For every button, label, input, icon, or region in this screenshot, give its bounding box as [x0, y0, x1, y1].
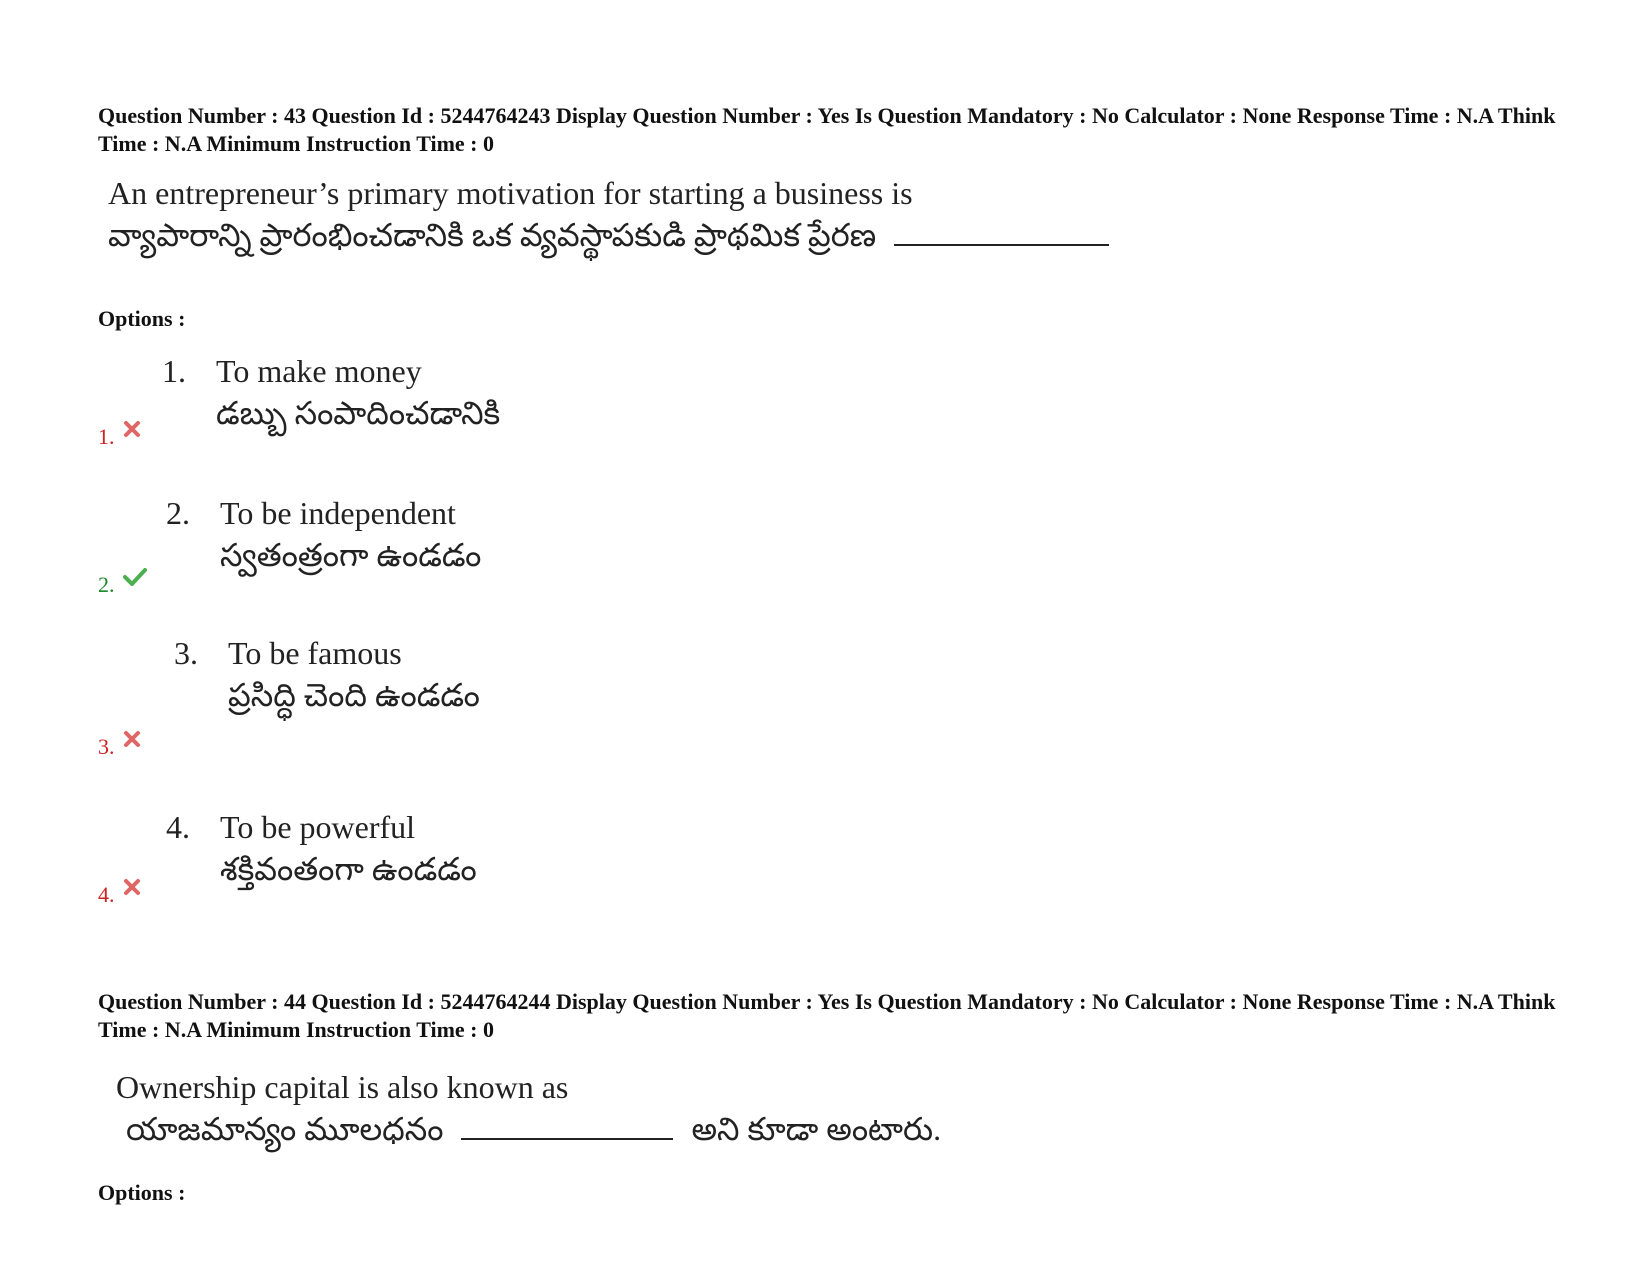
q44-text-te-line — [116, 1108, 941, 1150]
marker-label: 4. — [98, 882, 115, 907]
option-text-te: డబ్బు సంపాదించడానికి — [216, 395, 501, 431]
option-number: 4. — [166, 809, 190, 845]
cross-icon — [123, 420, 141, 438]
q44-text-te-after: అని కూడా అంటారు. — [691, 1111, 942, 1147]
answer-blank — [461, 1137, 673, 1140]
option-text-te: శక్తివంతంగా ఉండడం — [220, 851, 477, 887]
q43-meta: Question Number : 43 Question Id : 5244764243 Display Question Number : Yes Is Question Mandatory : No Calculator : None Response Time : N.A Think Time : N.A Minimum Instruction Time : 0 — [98, 103, 1556, 156]
q44-text-te-before: యాజమాన్యం మూలధనం — [126, 1111, 444, 1147]
q43-option-3[interactable] — [174, 632, 480, 716]
q43-option-3-marker — [98, 734, 141, 760]
answer-blank — [894, 243, 1109, 246]
q43-text-te: వ్యాపారాన్ని ప్రారంభించడానికి ఒక వ్యవస్థాపకుడి ప్రాథమిక ప్రేరణ — [108, 217, 877, 253]
q43-option-4-marker — [98, 882, 141, 908]
option-text-en: To be independent — [220, 495, 456, 531]
marker-label: 1. — [98, 424, 115, 449]
marker-label: 3. — [98, 734, 115, 759]
q43-option-1[interactable] — [162, 350, 500, 434]
check-icon — [123, 568, 147, 586]
option-number: 3. — [174, 635, 198, 671]
q43-option-4[interactable] — [166, 806, 477, 890]
cross-icon — [123, 730, 141, 748]
option-text-te: స్వతంత్రంగా ఉండడం — [220, 537, 482, 573]
q43-option-2-marker — [98, 572, 147, 598]
q43-option-1-marker — [98, 424, 141, 450]
cross-icon — [123, 878, 141, 896]
option-number: 2. — [166, 495, 190, 531]
option-text-en: To be famous — [228, 635, 402, 671]
q44-text-en: Ownership capital is also known as — [116, 1069, 569, 1105]
q43-option-2[interactable] — [166, 492, 481, 576]
marker-label: 2. — [98, 572, 115, 597]
q43-text-te-line — [108, 214, 1109, 256]
option-number: 1. — [162, 353, 186, 389]
option-text-te: ప్రసిద్ధి చెంది ఉండడం — [228, 677, 480, 713]
q44-meta: Question Number : 44 Question Id : 5244764244 Display Question Number : Yes Is Question Mandatory : No Calculator : None Response Time : N.A Think Time : N.A Minimum Instruction Time : 0 — [98, 989, 1556, 1042]
q44-question-text — [116, 1066, 941, 1150]
option-text-en: To be powerful — [220, 809, 416, 845]
q43-options-label: Options : — [98, 306, 186, 331]
option-text-en: To make money — [216, 353, 422, 389]
q44-options-label: Options : — [98, 1180, 186, 1205]
q43-question-text — [108, 172, 1109, 256]
q43-text-en: An entrepreneur’s primary motivation for starting a business is — [108, 175, 913, 211]
